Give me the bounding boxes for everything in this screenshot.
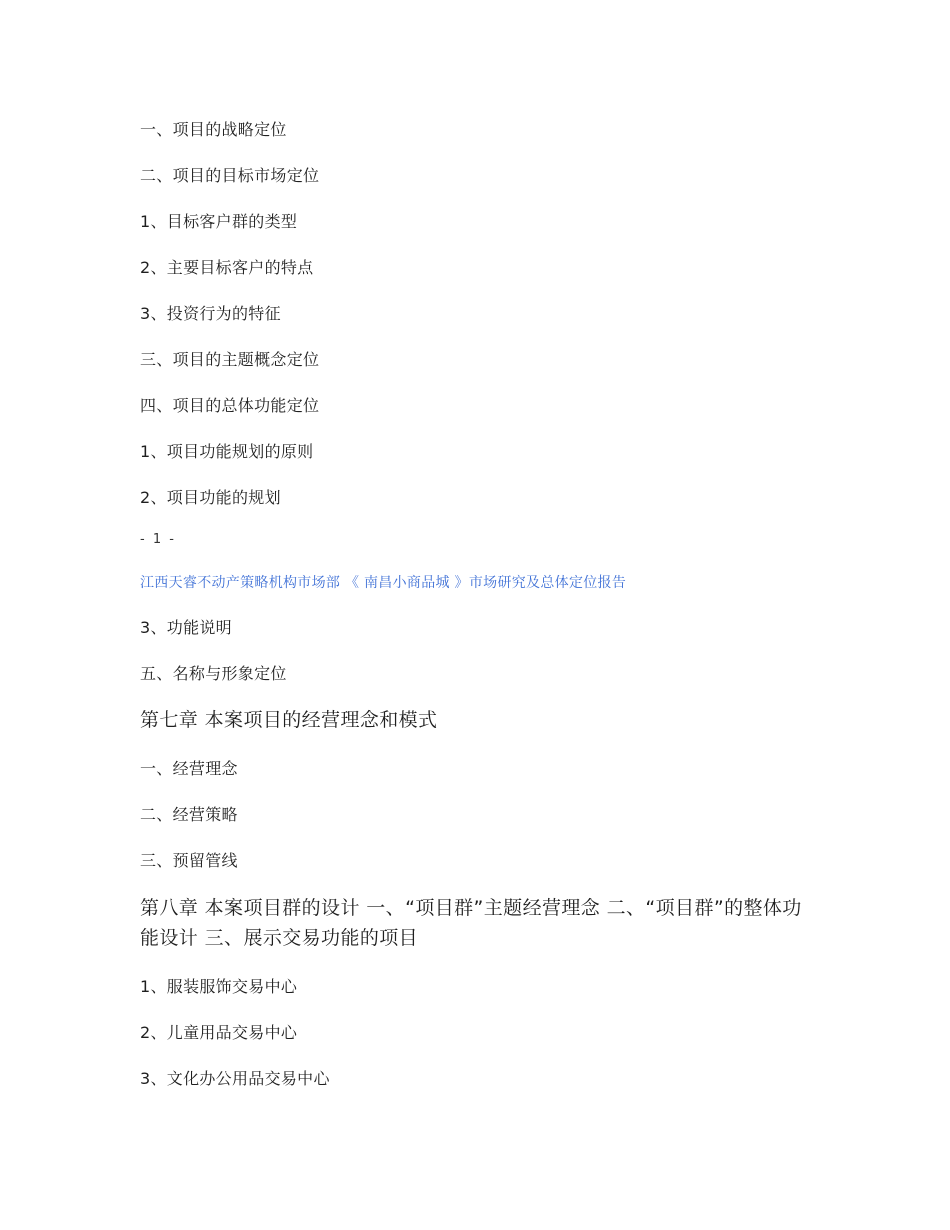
toc-item: 三、项目的主题概念定位: [140, 350, 320, 369]
toc-item: 三、预留管线: [140, 851, 238, 870]
running-header: 江西天睿不动产策略机构市场部 《 南昌小商品城 》市场研究及总体定位报告: [140, 575, 627, 591]
toc-item: 一、项目的战略定位: [140, 120, 287, 139]
toc-item: 1、服装服饰交易中心: [140, 977, 298, 996]
chapter-heading: 第八章 本案项目群的设计 一、“项目群”主题经营理念 二、“项目群”的整体功能设计 三、展示交易功能的项目: [140, 897, 802, 949]
toc-item: 2、主要目标客户的特点: [140, 258, 314, 277]
toc-item: 3、投资行为的特征: [140, 304, 281, 323]
toc-item: 二、项目的目标市场定位: [140, 166, 320, 185]
toc-item: 二、经营策略: [140, 805, 238, 824]
toc-item: 1、目标客户群的类型: [140, 212, 298, 231]
toc-item: 2、项目功能的规划: [140, 488, 281, 507]
chapter-heading: 第七章 本案项目的经营理念和模式: [140, 709, 438, 731]
page-number: - 1 -: [140, 532, 176, 547]
toc-item: 1、项目功能规划的原则: [140, 442, 314, 461]
toc-item: 四、项目的总体功能定位: [140, 396, 320, 415]
toc-item: 3、功能说明: [140, 618, 232, 637]
toc-item: 2、儿童用品交易中心: [140, 1023, 298, 1042]
toc-item: 3、文化办公用品交易中心: [140, 1069, 330, 1088]
toc-item: 五、名称与形象定位: [140, 664, 287, 683]
toc-item: 一、经营理念: [140, 759, 238, 778]
